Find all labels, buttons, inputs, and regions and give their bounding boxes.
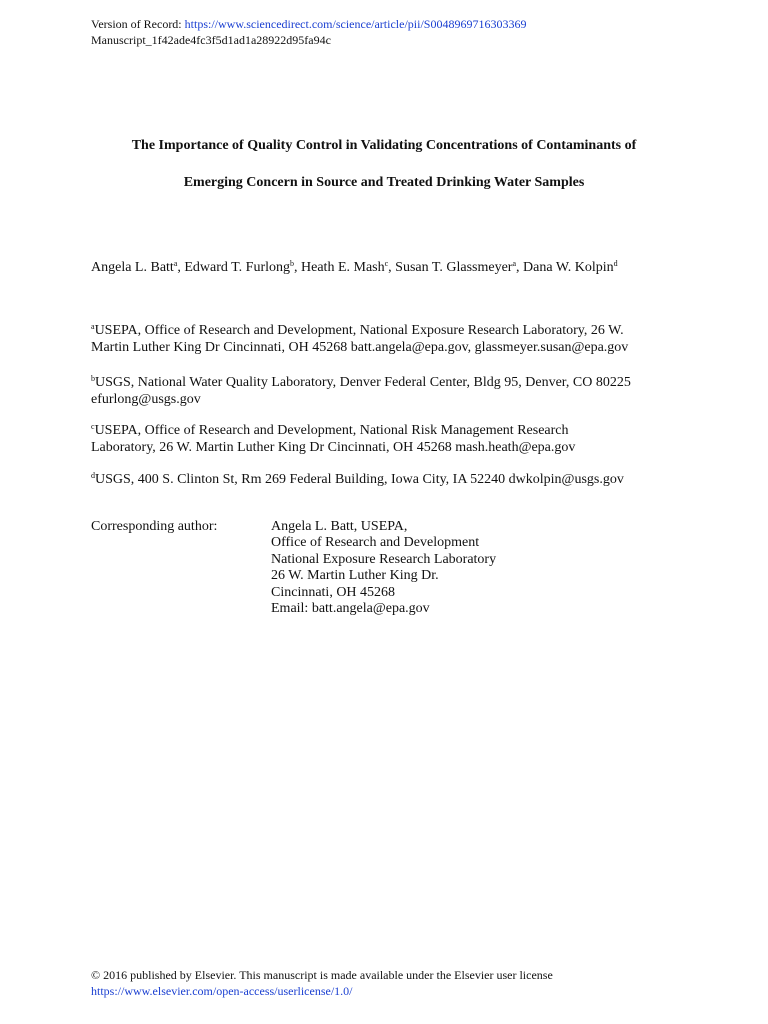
author-affiliation-mark: b	[290, 259, 295, 268]
title-line-1: The Importance of Quality Control in Validating Concentrations of Contaminants of	[131, 138, 637, 153]
page-footer	[91, 967, 553, 999]
affiliation-line: Martin Luther King Dr Cincinnati, OH 45268 batt.angela@epa.gov, glassmeyer.susan@epa.gov	[91, 340, 629, 355]
affiliation-mark: d	[91, 471, 95, 480]
affiliation-line: Laboratory, 26 W. Martin Luther King Dr Cincinnati, OH 45268 mash.heath@epa.gov	[91, 440, 576, 455]
author-affiliation-mark: c	[384, 259, 389, 268]
author-name: Heath E. Mash	[301, 260, 385, 275]
affiliation-line: USGS, 400 S. Clinton St, Rm 269 Federal Building, Iowa City, IA 52240 dwkolpin@usgs.gov	[95, 472, 624, 487]
corresponding-author-line: 26 W. Martin Luther King Dr.	[271, 568, 439, 584]
author-affiliation-mark: a	[512, 259, 517, 268]
corresponding-author-label: Corresponding author:	[91, 519, 218, 534]
version-of-record-line	[91, 16, 526, 32]
affiliation-mark: a	[91, 322, 95, 331]
corresponding-author-email: Email: batt.angela@epa.gov	[271, 601, 430, 617]
author-name: Edward T. Furlong	[184, 260, 291, 275]
affiliation-mark: c	[91, 422, 95, 431]
affiliation-line: USEPA, Office of Research and Development, National Risk Management Research	[94, 423, 569, 438]
author-name: Angela L. Batt	[91, 260, 174, 275]
version-of-record-link[interactable]: https://www.sciencedirect.com/science/article/pii/S0048969716303369	[184, 17, 527, 31]
page-header	[91, 16, 526, 48]
manuscript-id: Manuscript_1f42ade4fc3f5d1ad1a28922d95fa94c	[91, 33, 331, 47]
corresponding-author-line: National Exposure Research Laboratory	[271, 551, 497, 567]
affiliation-a	[91, 322, 691, 356]
corresponding-author-details	[271, 519, 496, 617]
affiliation-line: USGS, National Water Quality Laboratory, Denver Federal Center, Bldg 95, Denver, CO 80225	[95, 375, 631, 390]
corresponding-author-line: Office of Research and Development	[271, 535, 480, 551]
affiliation-b	[91, 374, 691, 408]
author-affiliation-mark: a	[173, 259, 178, 268]
author-list: Angela L. Batt$^a$, Edward T. Furlong$^b$, Heath E. Mash$^c$, Susan T. Glassmeyer$^a$, Dana W. Kolpin$^d$	[91, 259, 618, 275]
author-affiliation-mark: d	[613, 259, 618, 268]
version-label: Version of Record:	[91, 17, 182, 31]
affiliation-mark: b	[91, 374, 95, 383]
author-name: Susan T. Glassmeyer	[395, 260, 513, 275]
author-name: Dana W. Kolpin	[523, 260, 614, 275]
license-statement: © 2016 published by Elsevier. This manuscript is made available under the Elsevier user license	[91, 968, 553, 982]
title-line-2: Emerging Concern in Source and Treated Drinking Water Samples	[183, 175, 585, 190]
affiliation-c	[91, 422, 691, 456]
corresponding-author-line: Cincinnati, OH 45268	[271, 584, 396, 600]
affiliation-line: USEPA, Office of Research and Development, National Exposure Research Laboratory, 26 W.	[94, 323, 624, 338]
license-link[interactable]: https://www.elsevier.com/open-access/userlicense/1.0/	[91, 984, 353, 998]
affiliation-line: efurlong@usgs.gov	[91, 392, 201, 407]
corresponding-author-line: Angela L. Batt, USEPA,	[271, 519, 408, 534]
paper-title	[60, 127, 708, 201]
affiliation-d	[91, 471, 691, 488]
